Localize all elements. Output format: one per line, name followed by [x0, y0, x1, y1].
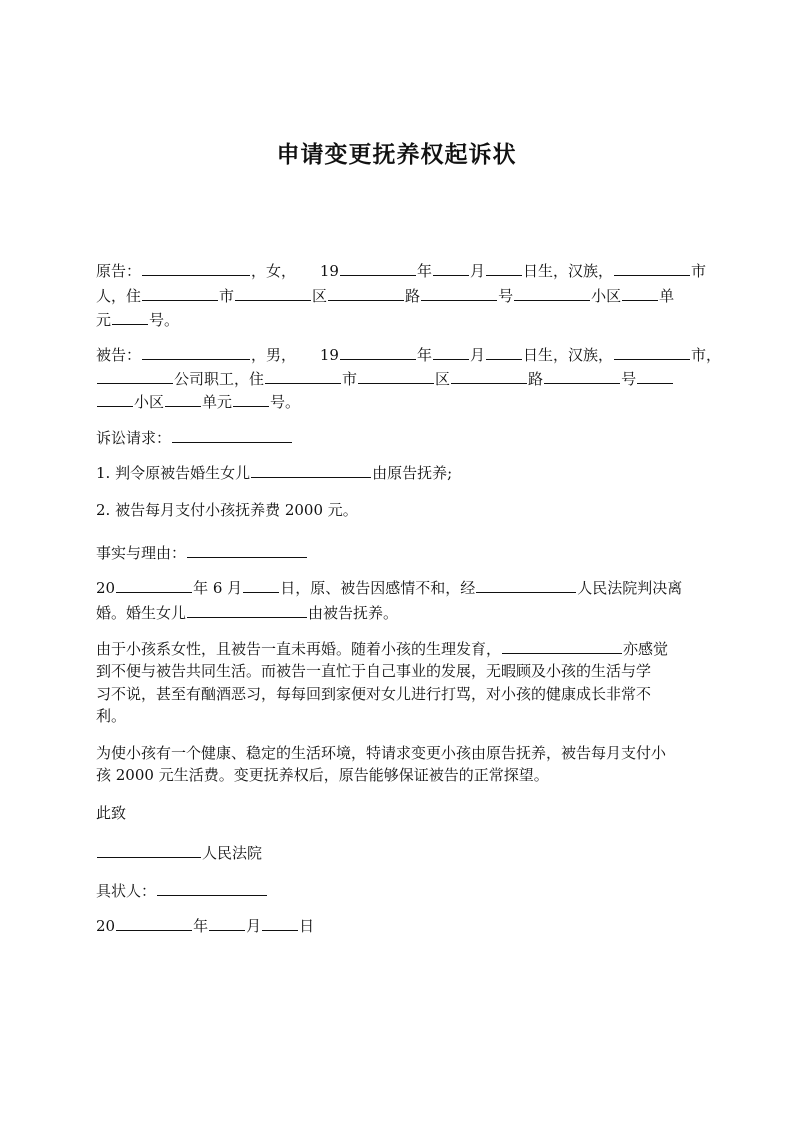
facts-p3-line-1: 为使小孩有一个健康、稳定的生活环境，特请求变更小孩由原告抚养，被告每月支付小 [96, 744, 667, 762]
facts-heading: 事实与理由： [96, 540, 308, 564]
defendant-label: 被告： [96, 346, 142, 364]
facts-p2-line-1: 由于小孩系女性，且被告一直未再婚。随着小孩的生理发育， 亦感觉 [96, 636, 668, 660]
plaintiff-line-2: 人，住 市 区 路 号 小区 单 [96, 283, 674, 307]
closing-date: 20 年 月 日 [96, 913, 314, 937]
plaintiff-label: 原告： [96, 262, 142, 280]
plaintiff-line-1: 原告： ，女， 19 年 月 日生，汉族， 市 [96, 258, 706, 282]
plaintiff-year-blank [340, 258, 416, 276]
claims-heading: 诉讼请求： [96, 425, 293, 449]
claim-item-2: 2. 被告每月支付小孩抚养费 2000 元。 [96, 501, 358, 519]
facts-p3-line-2: 孩 2000 元生活费。变更抚养权后，原告能够保证被告的正常探望。 [96, 766, 549, 784]
plaintiff-line-3: 元 号。 [96, 307, 179, 331]
closing-signer: 具状人： [96, 878, 268, 902]
facts-p2-line-4: 利。 [96, 707, 127, 725]
facts-p1-line-1: 20 年 6 月 日，原、被告因感情不和，经 人民法院判决离 [96, 575, 682, 599]
closing-court: 人民法院 [96, 840, 262, 864]
facts-p2-line-2: 到不便与被告共同生活。而被告一直忙于自己事业的发展，无暇顾及小孩的生活与学 [96, 662, 652, 680]
defendant-line-3: 小区 单元 号。 [96, 389, 300, 413]
facts-p1-line-2: 婚。婚生女儿 由被告抚养。 [96, 600, 398, 624]
defendant-line-2: 公司职工，住 市 区 路 号 [96, 366, 674, 390]
closing-cizhi: 此致 [96, 804, 127, 822]
claim-item-1: 1. 判令原被告婚生女儿 由原告抚养; [96, 460, 452, 484]
defendant-line-1: 被告： ，男， 19 年 月 日生，汉族， 市， [96, 342, 721, 366]
plaintiff-name-blank [142, 258, 250, 276]
document-title: 申请变更抚养权起诉状 [276, 142, 517, 168]
facts-p2-line-3: 习不说，甚至有酗酒恶习，每每回到家便对女儿进行打骂，对小孩的健康成长非常不 [96, 685, 652, 703]
